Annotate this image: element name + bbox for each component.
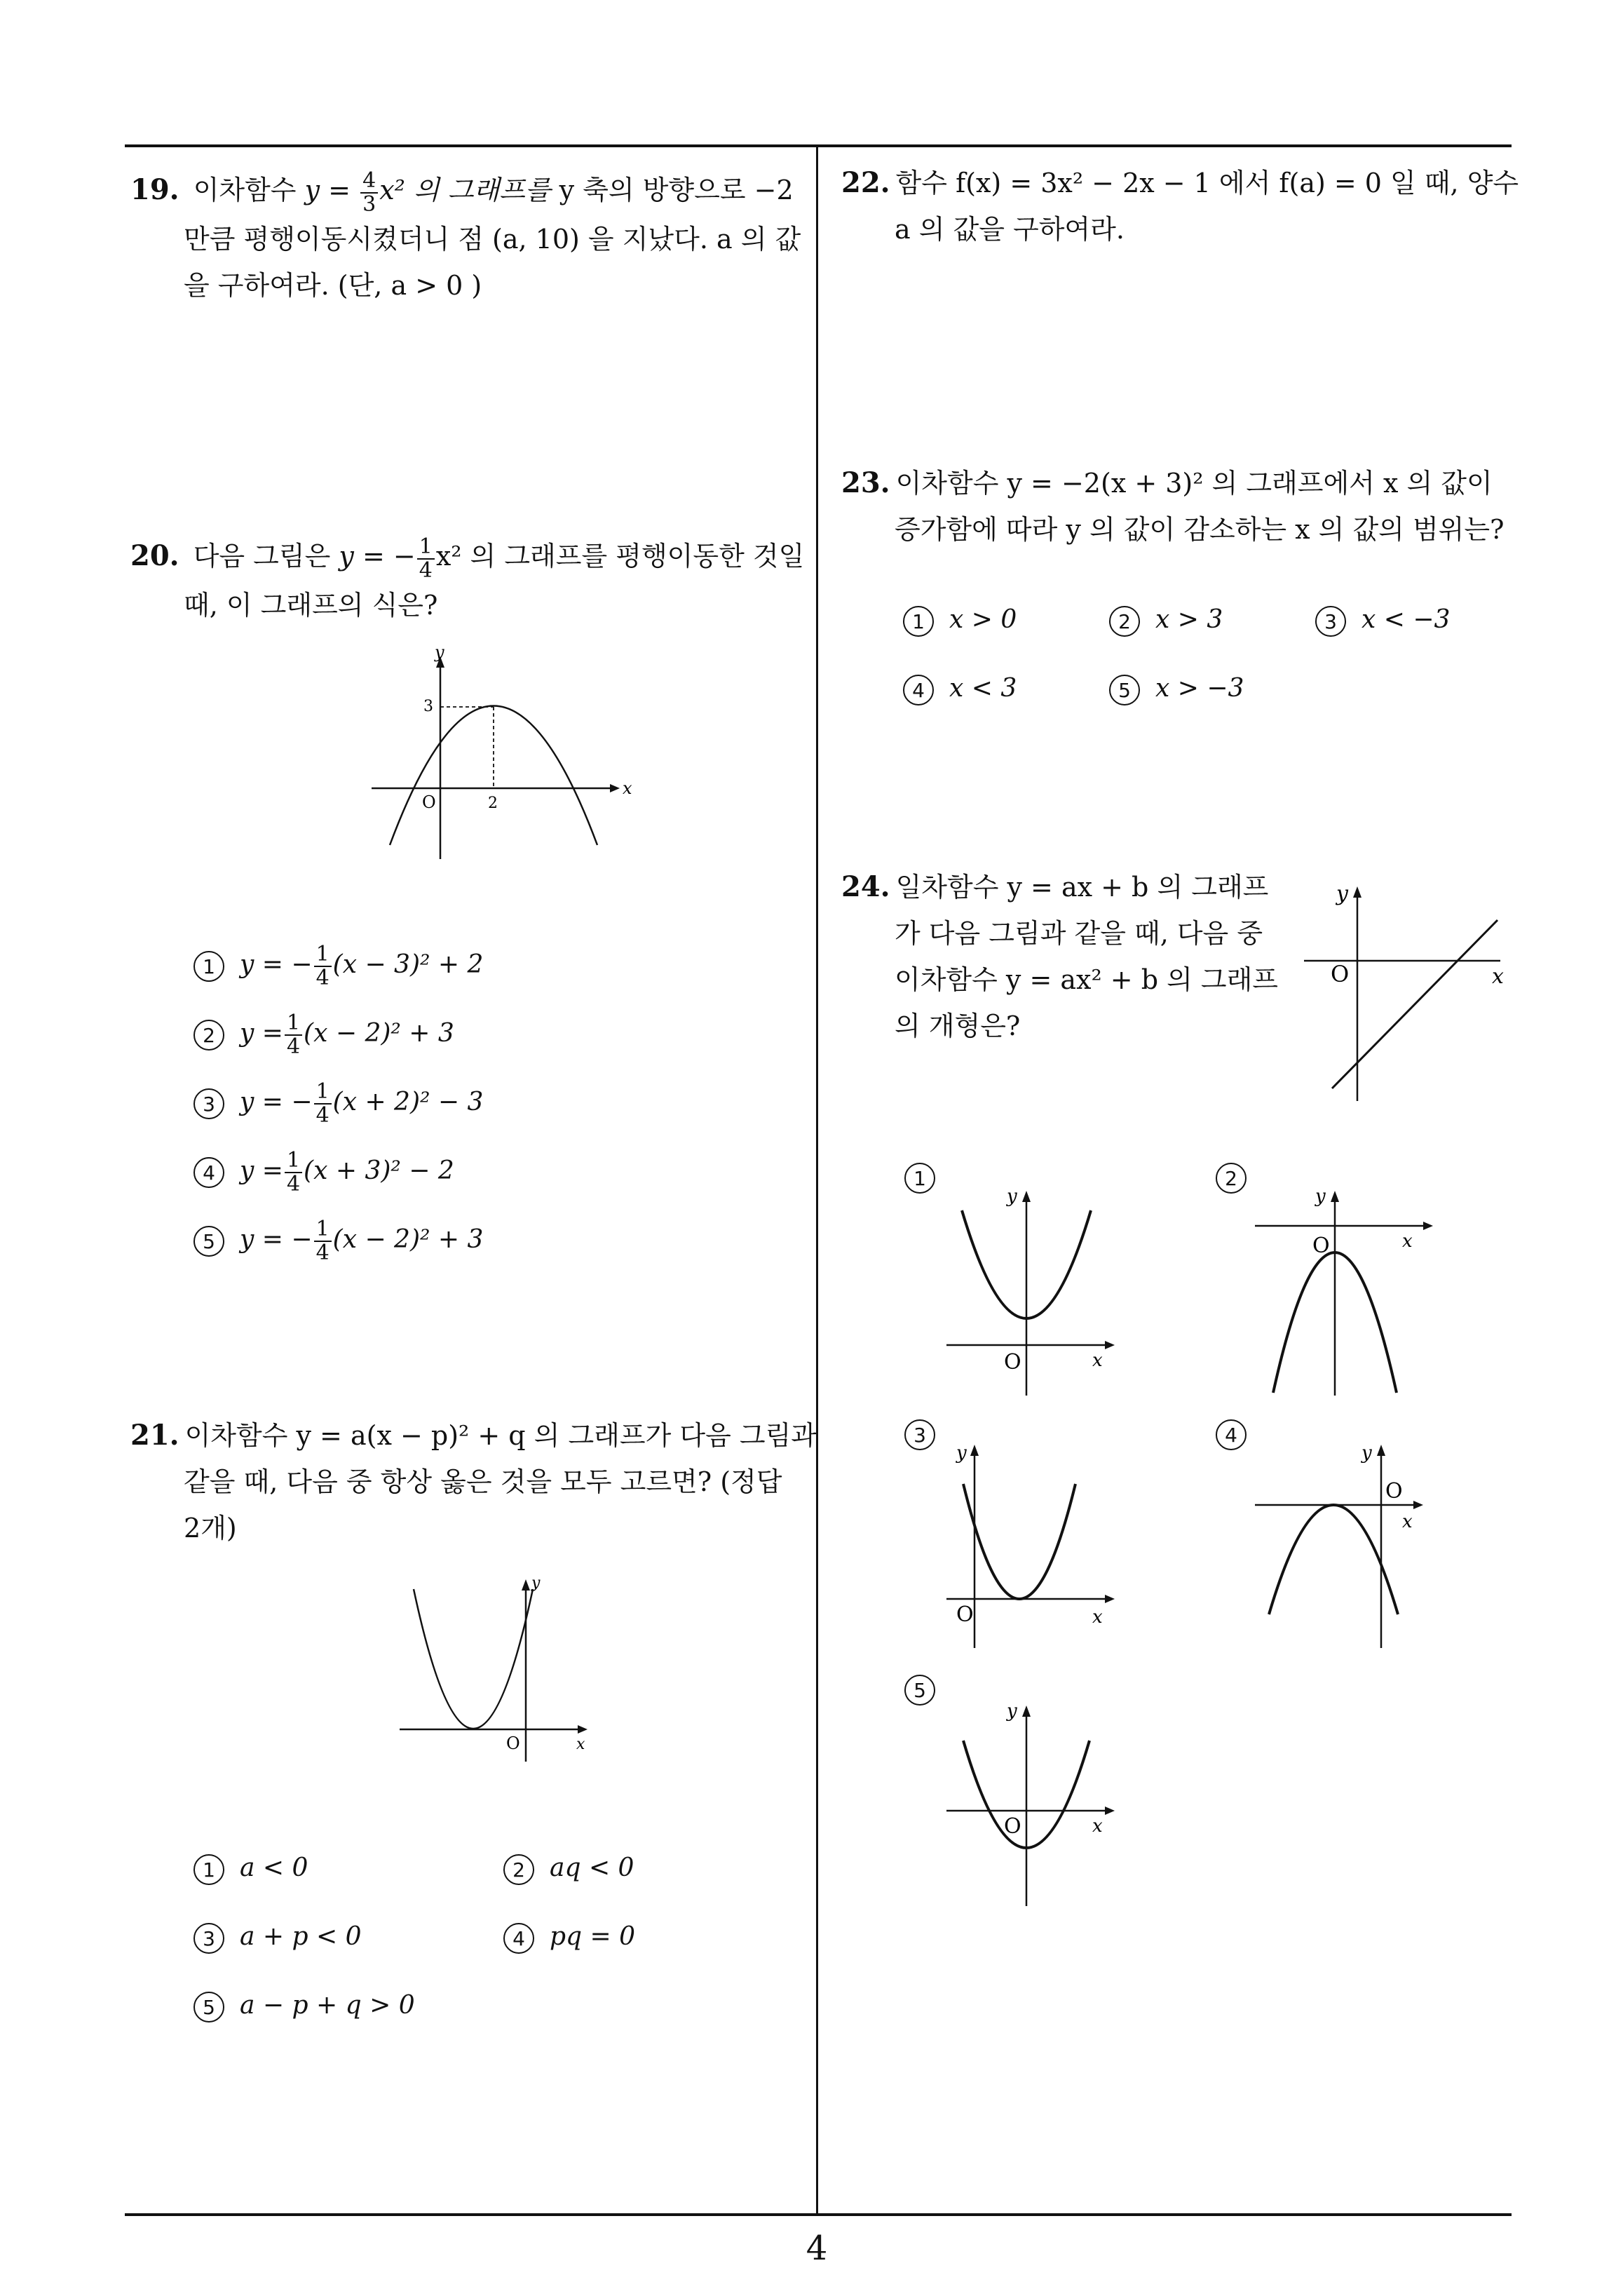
choice-mark: 1 — [193, 951, 224, 982]
fraction-numerator: 1 — [285, 1012, 302, 1036]
problem-21 — [130, 1412, 817, 1551]
fraction — [314, 943, 332, 990]
fraction-numerator: 1 — [285, 1149, 302, 1173]
fraction-numerator: 4 — [360, 170, 378, 194]
origin-label: O — [1312, 1234, 1330, 1258]
problem-21-line3: 2개) — [184, 1513, 237, 1544]
choice-1[interactable] — [903, 605, 1017, 637]
choice-5[interactable] — [193, 1218, 483, 1264]
choice-text: pq = 0 — [550, 1922, 636, 1951]
choice-text: x < −3 — [1361, 605, 1451, 634]
choice-mark: 2 — [1216, 1163, 1247, 1194]
x-axis-label: x — [1402, 1511, 1413, 1532]
fraction — [314, 1081, 332, 1127]
problem-19-line1 — [130, 167, 803, 216]
x-axis-arrow — [1105, 1341, 1115, 1349]
x-axis-label: x — [1492, 964, 1504, 989]
choice-text: (x + 3)² − 2 — [304, 1156, 454, 1185]
fraction-denominator: 4 — [315, 1241, 330, 1265]
problem-number: 23. — [841, 466, 890, 499]
x-axis-arrow — [1105, 1595, 1115, 1603]
text: 이차함수 y = a(x − p)² + q 의 그래프가 다음 그림과 — [184, 1420, 817, 1451]
choice-2[interactable] — [193, 1012, 454, 1058]
page-number: 4 — [806, 2229, 828, 2268]
y-axis-label: y — [1315, 1186, 1326, 1207]
fraction — [285, 1012, 302, 1058]
choice-mark: 2 — [193, 1020, 224, 1051]
fraction-numerator: 1 — [417, 536, 435, 560]
x-axis-arrow — [1413, 1501, 1423, 1509]
q24-choice-2-graph[interactable] — [1248, 1185, 1444, 1410]
problem-20 — [130, 533, 803, 628]
q24-choice-1-graph[interactable] — [939, 1185, 1122, 1410]
choice-mark: 4 — [1216, 1419, 1247, 1450]
choice-3[interactable] — [193, 1922, 362, 1954]
origin-label: O — [1331, 961, 1350, 987]
choice-text: x > 3 — [1155, 605, 1223, 634]
choice-text: x > 0 — [949, 605, 1017, 634]
choice-mark: 4 — [503, 1923, 534, 1954]
origin-label: O — [956, 1602, 974, 1627]
choice-1[interactable] — [193, 943, 483, 990]
equation: y = — [304, 175, 351, 205]
bottom-rule — [125, 2213, 1512, 2216]
origin-label: O — [1004, 1350, 1021, 1375]
equation: x² 의 그래프를 — [379, 175, 551, 205]
choice-mark: 4 — [903, 675, 934, 705]
choice-text: y = − — [240, 1225, 313, 1254]
choice-mark: 1 — [904, 1163, 935, 1194]
fraction — [417, 536, 435, 582]
y-axis-label: y — [531, 1574, 541, 1592]
choice-mark: 5 — [193, 1992, 224, 2022]
problem-23 — [841, 460, 1507, 553]
y-axis-label: y — [1007, 1186, 1017, 1207]
fraction-numerator: 1 — [314, 1218, 332, 1242]
choice-3[interactable] — [193, 1081, 483, 1127]
choice-mark: 5 — [1109, 675, 1140, 705]
problem-19-line3: 을 구하여라. (단, a > 0 ) — [184, 269, 482, 301]
problem-24-line2: 가 다음 그림과 같을 때, 다음 중 — [895, 918, 1263, 949]
fraction-numerator: 1 — [314, 943, 332, 967]
choice-text: x > −3 — [1155, 674, 1244, 703]
text: 이차함수 — [193, 175, 297, 205]
problem-number: 24. — [841, 870, 890, 903]
fraction-denominator: 4 — [286, 1034, 301, 1059]
choice-text: (x − 2)² + 3 — [304, 1019, 454, 1048]
choice-4[interactable] — [903, 673, 1017, 705]
y-axis-arrow — [1377, 1445, 1385, 1456]
choice-5[interactable] — [193, 1990, 415, 2022]
q20-graph — [365, 642, 632, 870]
choice-text: a − p + q > 0 — [240, 1991, 415, 2020]
choice-text: (x − 2)² + 3 — [332, 1225, 484, 1254]
problem-20-line2: 때, 이 그래프의 식은? — [184, 589, 438, 621]
q24-line-graph — [1297, 877, 1521, 1101]
fraction-denominator: 3 — [362, 191, 376, 217]
fraction-denominator: 4 — [315, 966, 330, 990]
vertex-x-label: 2 — [488, 795, 498, 812]
text: y 축의 방향으로 −2 — [559, 175, 794, 205]
choice-text: y = — [240, 1156, 283, 1185]
problem-22-line2: a 의 값을 구하여라. — [895, 214, 1125, 245]
text: 일차함수 y = ax + b 의 그래프 — [895, 872, 1269, 903]
y-axis-label: y — [435, 642, 444, 662]
problem-24 — [841, 864, 1279, 1049]
parabola-curve — [1269, 1505, 1398, 1614]
problem-24-line4: 의 개형은? — [895, 1011, 1021, 1041]
y-axis-arrow — [1353, 886, 1361, 898]
y-axis-label: y — [1361, 1443, 1372, 1464]
fraction-denominator: 4 — [419, 558, 433, 583]
text: 함수 f(x) = 3x² − 2x − 1 에서 f(a) = 0 일 때, 양수 — [895, 168, 1519, 198]
choice-text: a < 0 — [240, 1853, 308, 1882]
fraction — [285, 1149, 302, 1196]
choice-mark: 1 — [193, 1854, 224, 1885]
choice-4[interactable] — [503, 1922, 635, 1954]
problem-number: 19. — [130, 173, 179, 206]
fraction-denominator: 4 — [286, 1172, 301, 1196]
choice-mark: 3 — [1315, 606, 1346, 637]
x-axis-arrow — [1105, 1807, 1115, 1815]
top-rule — [125, 144, 1512, 147]
origin-label: O — [422, 792, 436, 812]
origin-label: O — [506, 1734, 520, 1753]
q24-choice-5-graph[interactable] — [939, 1696, 1122, 1913]
choice-5[interactable] — [1109, 673, 1244, 705]
choice-text: y = − — [240, 950, 313, 979]
column-divider — [816, 144, 818, 2216]
problem-22 — [841, 160, 1519, 252]
parabola-curve — [963, 1484, 1075, 1599]
y-axis-label: y — [1336, 882, 1348, 906]
fraction-denominator: 4 — [315, 1103, 330, 1128]
equation: y = − — [339, 541, 416, 572]
choice-text: (x + 2)² − 3 — [332, 1088, 484, 1116]
y-axis-arrow — [522, 1579, 530, 1591]
choice-mark: 5 — [193, 1226, 224, 1257]
problem-20-line1 — [130, 533, 803, 582]
text: 이차함수 y = −2(x + 3)² 의 그래프에서 x 의 값이 — [895, 468, 1493, 499]
choice-mark: 1 — [903, 606, 934, 637]
problem-24-line1 — [841, 864, 1276, 910]
choice-mark: 3 — [193, 1088, 224, 1119]
choice-3[interactable] — [1315, 605, 1450, 637]
text: 다음 그림은 — [193, 541, 331, 572]
choice-2[interactable] — [1109, 605, 1223, 637]
problem-23-line1 — [841, 460, 1507, 506]
problem-21-line2: 같을 때, 다음 중 항상 옳은 것을 모두 고르면? (정답 — [184, 1466, 782, 1497]
choice-1[interactable] — [193, 1853, 308, 1885]
choice-text: aq < 0 — [550, 1853, 634, 1882]
y-axis-arrow — [970, 1445, 979, 1456]
text: x² 의 그래프를 평행이동한 것일 — [435, 541, 805, 572]
vertex-y-label: 3 — [423, 698, 433, 715]
y-axis-label: y — [956, 1443, 967, 1464]
choice-mark: 2 — [1109, 606, 1140, 637]
choice-text: a + p < 0 — [240, 1922, 362, 1951]
problem-19-line2: 만큼 평행이동시켰더니 점 (a, 10) 을 지났다. a 의 값 — [184, 223, 801, 255]
x-axis-label: x — [576, 1736, 585, 1753]
fraction — [360, 170, 378, 216]
origin-label: O — [1385, 1479, 1403, 1504]
x-axis-label: x — [1092, 1350, 1103, 1371]
choice-text: (x − 3)² + 2 — [332, 950, 484, 979]
problem-number: 20. — [130, 539, 179, 572]
choice-text: y = — [240, 1019, 283, 1048]
y-axis-label: y — [1007, 1701, 1017, 1722]
fraction — [314, 1218, 332, 1264]
y-axis-arrow — [1022, 1706, 1031, 1717]
choice-mark: 5 — [904, 1675, 935, 1706]
x-axis-label: x — [623, 778, 632, 798]
x-axis-label: x — [1092, 1607, 1103, 1628]
choice-text: y = − — [240, 1088, 313, 1116]
choice-mark: 2 — [503, 1854, 534, 1885]
y-axis-arrow — [1331, 1191, 1339, 1202]
q24-choice-4-graph[interactable] — [1248, 1438, 1444, 1662]
choice-4[interactable] — [193, 1149, 454, 1196]
problem-19 — [130, 167, 803, 309]
choice-2[interactable] — [503, 1853, 634, 1885]
y-axis-arrow — [1022, 1191, 1031, 1202]
problem-22-line1 — [841, 160, 1519, 206]
choice-mark: 4 — [193, 1157, 224, 1188]
problem-23-line2: 증가함에 따라 y 의 값이 감소하는 x 의 값의 범위는? — [895, 514, 1505, 545]
q21-graph — [393, 1571, 603, 1767]
problem-24-line3: 이차함수 y = ax² + b 의 그래프 — [895, 964, 1279, 995]
x-axis-arrow — [578, 1725, 588, 1734]
origin-label: O — [1004, 1814, 1021, 1839]
fraction-numerator: 1 — [314, 1081, 332, 1105]
x-axis-label: x — [1092, 1816, 1103, 1837]
x-axis-arrow — [610, 784, 620, 792]
problem-21-line1 — [130, 1412, 817, 1459]
q24-choice-3-graph[interactable] — [939, 1438, 1122, 1662]
problem-number: 22. — [841, 166, 890, 199]
choice-mark: 3 — [904, 1419, 935, 1450]
x-axis-label: x — [1402, 1231, 1413, 1252]
parabola-curve — [414, 1589, 533, 1729]
x-axis-arrow — [1423, 1222, 1433, 1230]
problem-number: 21. — [130, 1419, 179, 1452]
choice-mark: 3 — [193, 1923, 224, 1954]
choice-text: x < 3 — [949, 674, 1017, 703]
